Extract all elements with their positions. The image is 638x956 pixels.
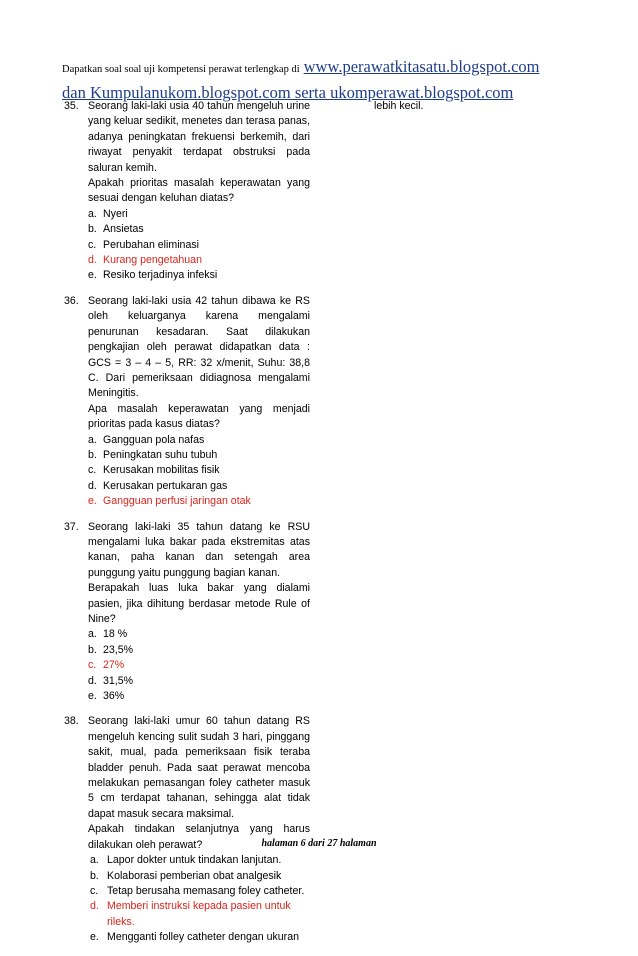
option-b[interactable]: b. Kolaborasi pemberian obat analgesik bbox=[90, 869, 282, 882]
option-c[interactable]: c. Tetap berusaha memasang foley catheter. bbox=[90, 884, 305, 897]
option-b[interactable]: b. Peningkatan suhu tubuh bbox=[88, 448, 218, 461]
left-column bbox=[64, 99, 310, 956]
option-a[interactable]: a. 18 % bbox=[88, 628, 128, 641]
option-a[interactable]: a. Gangguan pola nafas bbox=[88, 433, 205, 446]
question-prompt: Apa masalah keperawatan yang menjadi prioritas pada kasus diatas? bbox=[88, 402, 310, 431]
option-d-correct-answer[interactable]: d. Kurang pengetahuan bbox=[88, 254, 202, 267]
option-d-correct-answer[interactable]: d. Memberi instruksi kepada pasien untuk rileks. bbox=[90, 900, 291, 928]
question-prompt: Apakah prioritas masalah keperawatan yang sesuai dengan keluhan diatas? bbox=[88, 177, 310, 205]
option-a[interactable]: a. Lapor dokter untuk tindakan lanjutan. bbox=[90, 854, 282, 867]
header-line-1 bbox=[62, 56, 582, 81]
header-intro: Dapatkan soal soal uji kompetensi perawat terlengkap di bbox=[62, 64, 300, 75]
option-e[interactable]: e. 36% bbox=[88, 690, 125, 703]
question-number: 36. bbox=[64, 294, 79, 307]
option-list bbox=[88, 627, 310, 704]
question-stem: Seorang laki-laki usia 42 tahun dibawa ke RS oleh keluarganya karena mengalami penurunan kesadaran. Saat dilakukan pengkajian oleh perawat didapatkan data : GCS = 3 – 4 – 5, RR: 32 x/menit, Suhu: 38,8 C. Dari pemeriksaan didiagnosa mengalami Meningitis. bbox=[88, 294, 310, 400]
option-d[interactable]: d. 31,5% bbox=[88, 674, 134, 687]
option-list bbox=[88, 207, 310, 284]
question-stem: Seorang laki-laki 35 tahun datang ke RSU mengalami luka bakar pada ekstremitas atas kanan, paha kanan dan setengah area punggung yaitu punggung bagian kanan. bbox=[88, 520, 310, 579]
header-link-perawatkitasatu[interactable]: www.perawatkitasatu.blogspot.com bbox=[303, 57, 540, 76]
question-prompt: Berapakah luas luka bakar yang dialami pasien, jika dihitung berdasar metode Rule of Nine? bbox=[88, 582, 310, 625]
question-number: 38. bbox=[64, 715, 79, 728]
question-stem: Seorang laki-laki usia 40 tahun mengeluh urine yang keluar sedikit, menetes dan terasa panas, adanya peningkatan frekuensi berkemih, dari riwayat penyakit terdapat obstruksi pada saluran kemih. bbox=[88, 100, 311, 174]
option-b[interactable]: b. 23,5% bbox=[88, 643, 134, 656]
question-number: 35. bbox=[64, 100, 79, 112]
right-column bbox=[374, 99, 574, 114]
page-header bbox=[62, 56, 582, 105]
question-number: 37. bbox=[64, 520, 79, 533]
option-e-continuation: lebih kecil. bbox=[374, 100, 424, 112]
option-c[interactable]: c. Perubahan eliminasi bbox=[88, 238, 199, 251]
question-35 bbox=[64, 99, 310, 284]
question-38 bbox=[64, 714, 310, 945]
option-e-correct-answer[interactable]: e. Gangguan perfusi jaringan otak bbox=[88, 495, 251, 508]
question-stem: Seorang laki-laki umur 60 tahun datang RS mengeluh kencing sulit sudah 3 hari, pinggang sakit, mual, pada pemeriksaan fisik teraba bladder penuh. Pada saat perawat mencoba melakukan pemasangan foley catheter masuk 5 cm terdapat tahanan, sehingga alat tidak dapat masuk secara maksimal. bbox=[88, 715, 310, 820]
option-a[interactable]: a. Nyeri bbox=[88, 207, 128, 220]
option-c-correct-answer[interactable]: c. 27% bbox=[88, 659, 125, 672]
question-36 bbox=[64, 294, 310, 510]
page-footer: halaman 6 dari 27 halaman bbox=[261, 838, 377, 849]
question-37 bbox=[64, 520, 310, 705]
option-list bbox=[90, 853, 310, 945]
option-e[interactable]: e. Mengganti folley catheter dengan ukuran bbox=[90, 931, 299, 944]
header-links-line-2[interactable]: dan Kumpulanukom.blogspot.com serta ukomperawat.blogspot.com bbox=[62, 83, 514, 102]
option-list bbox=[88, 433, 310, 510]
option-d[interactable]: d. Kerusakan pertukaran gas bbox=[88, 479, 228, 492]
option-b[interactable]: b. Ansietas bbox=[88, 223, 144, 236]
option-e[interactable]: e. Resiko terjadinya infeksi bbox=[88, 269, 218, 282]
option-c[interactable]: c. Kerusakan mobilitas fisik bbox=[88, 464, 220, 477]
question-prompt: Apakah tindakan selanjutnya yang harus dilakukan oleh perawat? bbox=[88, 823, 310, 851]
